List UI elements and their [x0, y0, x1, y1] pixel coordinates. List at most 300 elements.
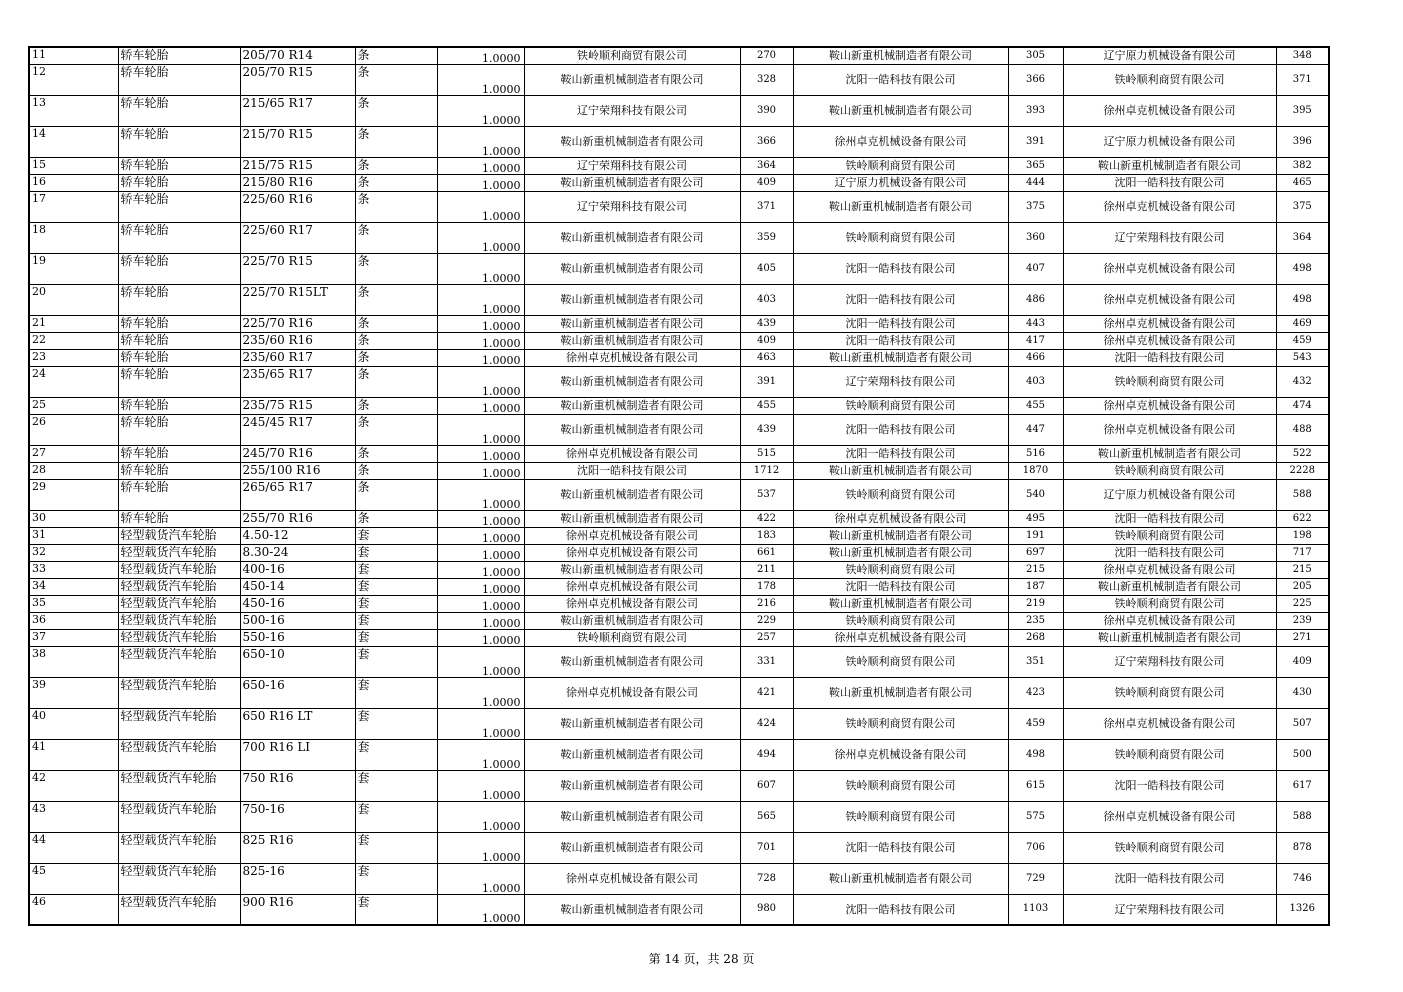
unit-cell: 套	[355, 801, 437, 832]
spec-cell: 235/65 R17	[240, 366, 355, 397]
supplier-3-cell: 沈阳一皓科技有限公司	[1063, 349, 1276, 366]
table-row	[29, 479, 1329, 510]
table-row	[29, 253, 1329, 284]
spec-cell: 750 R16	[240, 770, 355, 801]
table-row	[29, 646, 1329, 677]
spec-cell: 255/100 R16	[240, 462, 355, 479]
price-1-cell: 439	[740, 315, 793, 332]
quantity-cell: 1.0000	[437, 832, 524, 863]
row-number-cell: 15	[29, 157, 118, 174]
supplier-2-cell: 沈阳一皓科技有限公司	[793, 284, 1008, 315]
supplier-3-cell: 徐州卓克机械设备有限公司	[1063, 95, 1276, 126]
supplier-2-cell: 铁岭顺利商贸有限公司	[793, 479, 1008, 510]
spec-cell: 265/65 R17	[240, 479, 355, 510]
price-3-cell: 396	[1276, 126, 1329, 157]
unit-cell: 条	[355, 284, 437, 315]
row-number-cell: 25	[29, 397, 118, 414]
supplier-1-cell: 鞍山新重机械制造者有限公司	[524, 739, 740, 770]
quantity-cell: 1.0000	[437, 863, 524, 894]
price-2-cell: 697	[1008, 544, 1063, 561]
supplier-2-cell: 鞍山新重机械制造者有限公司	[793, 677, 1008, 708]
unit-cell: 条	[355, 222, 437, 253]
supplier-1-cell: 铁岭顺利商贸有限公司	[524, 47, 740, 64]
unit-cell: 套	[355, 527, 437, 544]
price-2-cell: 366	[1008, 64, 1063, 95]
supplier-1-cell: 鞍山新重机械制造者有限公司	[524, 174, 740, 191]
product-name-cell: 轻型载货汽车轮胎	[118, 801, 240, 832]
supplier-3-cell: 铁岭顺利商贸有限公司	[1063, 677, 1276, 708]
price-3-cell: 205	[1276, 578, 1329, 595]
supplier-1-cell: 沈阳一皓科技有限公司	[524, 462, 740, 479]
quantity-cell: 1.0000	[437, 578, 524, 595]
table-row	[29, 222, 1329, 253]
supplier-3-cell: 沈阳一皓科技有限公司	[1063, 863, 1276, 894]
supplier-3-cell: 辽宁荣翔科技有限公司	[1063, 222, 1276, 253]
spec-cell: 215/75 R15	[240, 157, 355, 174]
unit-cell: 套	[355, 863, 437, 894]
price-1-cell: 537	[740, 479, 793, 510]
unit-cell: 条	[355, 397, 437, 414]
quantity-cell: 1.0000	[437, 414, 524, 445]
quantity-cell: 1.0000	[437, 739, 524, 770]
unit-cell: 套	[355, 629, 437, 646]
row-number-cell: 11	[29, 47, 118, 64]
price-2-cell: 215	[1008, 561, 1063, 578]
price-3-cell: 500	[1276, 739, 1329, 770]
supplier-3-cell: 沈阳一皓科技有限公司	[1063, 174, 1276, 191]
supplier-1-cell: 徐州卓克机械设备有限公司	[524, 863, 740, 894]
product-name-cell: 轻型载货汽车轮胎	[118, 544, 240, 561]
price-2-cell: 540	[1008, 479, 1063, 510]
price-2-cell: 351	[1008, 646, 1063, 677]
table-row	[29, 445, 1329, 462]
price-1-cell: 728	[740, 863, 793, 894]
unit-cell: 条	[355, 479, 437, 510]
product-name-cell: 轿车轮胎	[118, 174, 240, 191]
table-row	[29, 770, 1329, 801]
price-3-cell: 1326	[1276, 894, 1329, 925]
price-1-cell: 391	[740, 366, 793, 397]
supplier-2-cell: 沈阳一皓科技有限公司	[793, 253, 1008, 284]
unit-cell: 套	[355, 595, 437, 612]
row-number-cell: 28	[29, 462, 118, 479]
price-1-cell: 216	[740, 595, 793, 612]
unit-cell: 条	[355, 253, 437, 284]
supplier-1-cell: 鞍山新重机械制造者有限公司	[524, 332, 740, 349]
price-3-cell: 2228	[1276, 462, 1329, 479]
price-3-cell: 588	[1276, 801, 1329, 832]
price-2-cell: 459	[1008, 708, 1063, 739]
price-3-cell: 474	[1276, 397, 1329, 414]
supplier-1-cell: 鞍山新重机械制造者有限公司	[524, 397, 740, 414]
unit-cell: 条	[355, 191, 437, 222]
table-row	[29, 284, 1329, 315]
row-number-cell: 37	[29, 629, 118, 646]
product-name-cell: 轿车轮胎	[118, 191, 240, 222]
supplier-1-cell: 鞍山新重机械制造者有限公司	[524, 366, 740, 397]
quantity-cell: 1.0000	[437, 770, 524, 801]
quantity-cell: 1.0000	[437, 366, 524, 397]
row-number-cell: 44	[29, 832, 118, 863]
row-number-cell: 41	[29, 739, 118, 770]
supplier-1-cell: 徐州卓克机械设备有限公司	[524, 544, 740, 561]
product-name-cell: 轻型载货汽车轮胎	[118, 739, 240, 770]
quantity-cell: 1.0000	[437, 462, 524, 479]
price-2-cell: 516	[1008, 445, 1063, 462]
product-name-cell: 轿车轮胎	[118, 315, 240, 332]
row-number-cell: 46	[29, 894, 118, 925]
unit-cell: 套	[355, 832, 437, 863]
supplier-2-cell: 沈阳一皓科技有限公司	[793, 64, 1008, 95]
price-3-cell: 348	[1276, 47, 1329, 64]
product-name-cell: 轻型载货汽车轮胎	[118, 612, 240, 629]
unit-cell: 套	[355, 770, 437, 801]
price-3-cell: 375	[1276, 191, 1329, 222]
price-3-cell: 488	[1276, 414, 1329, 445]
row-number-cell: 42	[29, 770, 118, 801]
table-row	[29, 349, 1329, 366]
price-3-cell: 364	[1276, 222, 1329, 253]
supplier-2-cell: 辽宁荣翔科技有限公司	[793, 366, 1008, 397]
quantity-cell: 1.0000	[437, 612, 524, 629]
spec-cell: 225/70 R16	[240, 315, 355, 332]
supplier-3-cell: 沈阳一皓科技有限公司	[1063, 510, 1276, 527]
price-2-cell: 1103	[1008, 894, 1063, 925]
unit-cell: 条	[355, 462, 437, 479]
table-row	[29, 894, 1329, 925]
quantity-cell: 1.0000	[437, 315, 524, 332]
supplier-3-cell: 徐州卓克机械设备有限公司	[1063, 708, 1276, 739]
supplier-3-cell: 铁岭顺利商贸有限公司	[1063, 595, 1276, 612]
row-number-cell: 31	[29, 527, 118, 544]
quantity-cell: 1.0000	[437, 445, 524, 462]
price-3-cell: 878	[1276, 832, 1329, 863]
table-row	[29, 315, 1329, 332]
supplier-2-cell: 沈阳一皓科技有限公司	[793, 894, 1008, 925]
supplier-1-cell: 鞍山新重机械制造者有限公司	[524, 64, 740, 95]
supplier-1-cell: 徐州卓克机械设备有限公司	[524, 677, 740, 708]
price-2-cell: 403	[1008, 366, 1063, 397]
product-name-cell: 轻型载货汽车轮胎	[118, 894, 240, 925]
unit-cell: 条	[355, 47, 437, 64]
spec-cell: 650-10	[240, 646, 355, 677]
spec-cell: 205/70 R15	[240, 64, 355, 95]
row-number-cell: 23	[29, 349, 118, 366]
spec-cell: 235/75 R15	[240, 397, 355, 414]
price-3-cell: 498	[1276, 253, 1329, 284]
price-2-cell: 486	[1008, 284, 1063, 315]
price-1-cell: 463	[740, 349, 793, 366]
spec-cell: 225/70 R15	[240, 253, 355, 284]
table-row	[29, 677, 1329, 708]
product-name-cell: 轿车轮胎	[118, 510, 240, 527]
supplier-1-cell: 鞍山新重机械制造者有限公司	[524, 479, 740, 510]
price-2-cell: 444	[1008, 174, 1063, 191]
supplier-3-cell: 辽宁荣翔科技有限公司	[1063, 646, 1276, 677]
supplier-2-cell: 徐州卓克机械设备有限公司	[793, 510, 1008, 527]
price-3-cell: 498	[1276, 284, 1329, 315]
price-2-cell: 1870	[1008, 462, 1063, 479]
product-name-cell: 轿车轮胎	[118, 126, 240, 157]
supplier-3-cell: 鞍山新重机械制造者有限公司	[1063, 445, 1276, 462]
price-1-cell: 409	[740, 332, 793, 349]
supplier-2-cell: 沈阳一皓科技有限公司	[793, 315, 1008, 332]
quantity-cell: 1.0000	[437, 677, 524, 708]
price-3-cell: 225	[1276, 595, 1329, 612]
unit-cell: 条	[355, 315, 437, 332]
supplier-1-cell: 鞍山新重机械制造者有限公司	[524, 770, 740, 801]
unit-cell: 条	[355, 510, 437, 527]
price-3-cell: 622	[1276, 510, 1329, 527]
supplier-2-cell: 鞍山新重机械制造者有限公司	[793, 47, 1008, 64]
quantity-cell: 1.0000	[437, 561, 524, 578]
price-1-cell: 403	[740, 284, 793, 315]
quantity-cell: 1.0000	[437, 191, 524, 222]
spec-cell: 255/70 R16	[240, 510, 355, 527]
unit-cell: 套	[355, 894, 437, 925]
table-row	[29, 863, 1329, 894]
price-3-cell: 215	[1276, 561, 1329, 578]
quantity-cell: 1.0000	[437, 510, 524, 527]
product-name-cell: 轿车轮胎	[118, 64, 240, 95]
spec-cell: 650 R16 LT	[240, 708, 355, 739]
supplier-1-cell: 徐州卓克机械设备有限公司	[524, 527, 740, 544]
spec-cell: 825 R16	[240, 832, 355, 863]
price-3-cell: 469	[1276, 315, 1329, 332]
row-number-cell: 21	[29, 315, 118, 332]
supplier-3-cell: 徐州卓克机械设备有限公司	[1063, 191, 1276, 222]
product-name-cell: 轿车轮胎	[118, 253, 240, 284]
price-3-cell: 522	[1276, 445, 1329, 462]
product-name-cell: 轻型载货汽车轮胎	[118, 629, 240, 646]
price-1-cell: 424	[740, 708, 793, 739]
unit-cell: 条	[355, 332, 437, 349]
supplier-1-cell: 铁岭顺利商贸有限公司	[524, 629, 740, 646]
price-2-cell: 360	[1008, 222, 1063, 253]
quantity-cell: 1.0000	[437, 157, 524, 174]
supplier-1-cell: 辽宁荣翔科技有限公司	[524, 95, 740, 126]
price-2-cell: 268	[1008, 629, 1063, 646]
supplier-3-cell: 铁岭顺利商贸有限公司	[1063, 366, 1276, 397]
spec-cell: 400-16	[240, 561, 355, 578]
price-2-cell: 706	[1008, 832, 1063, 863]
price-1-cell: 359	[740, 222, 793, 253]
supplier-2-cell: 铁岭顺利商贸有限公司	[793, 157, 1008, 174]
table-row	[29, 157, 1329, 174]
supplier-3-cell: 铁岭顺利商贸有限公司	[1063, 64, 1276, 95]
table-row	[29, 397, 1329, 414]
price-1-cell: 455	[740, 397, 793, 414]
quantity-cell: 1.0000	[437, 126, 524, 157]
quantity-cell: 1.0000	[437, 349, 524, 366]
price-1-cell: 661	[740, 544, 793, 561]
supplier-3-cell: 辽宁原力机械设备有限公司	[1063, 47, 1276, 64]
price-1-cell: 390	[740, 95, 793, 126]
supplier-2-cell: 鞍山新重机械制造者有限公司	[793, 95, 1008, 126]
supplier-3-cell: 铁岭顺利商贸有限公司	[1063, 832, 1276, 863]
row-number-cell: 16	[29, 174, 118, 191]
product-name-cell: 轿车轮胎	[118, 479, 240, 510]
spec-cell: 8.30-24	[240, 544, 355, 561]
supplier-3-cell: 徐州卓克机械设备有限公司	[1063, 612, 1276, 629]
price-2-cell: 575	[1008, 801, 1063, 832]
supplier-3-cell: 辽宁荣翔科技有限公司	[1063, 894, 1276, 925]
quantity-cell: 1.0000	[437, 253, 524, 284]
price-2-cell: 393	[1008, 95, 1063, 126]
supplier-1-cell: 徐州卓克机械设备有限公司	[524, 445, 740, 462]
table-row	[29, 462, 1329, 479]
product-name-cell: 轻型载货汽车轮胎	[118, 595, 240, 612]
price-1-cell: 178	[740, 578, 793, 595]
supplier-1-cell: 辽宁荣翔科技有限公司	[524, 157, 740, 174]
product-name-cell: 轿车轮胎	[118, 397, 240, 414]
supplier-1-cell: 徐州卓克机械设备有限公司	[524, 349, 740, 366]
spec-cell: 550-16	[240, 629, 355, 646]
row-number-cell: 12	[29, 64, 118, 95]
supplier-1-cell: 鞍山新重机械制造者有限公司	[524, 646, 740, 677]
price-3-cell: 746	[1276, 863, 1329, 894]
table-row	[29, 414, 1329, 445]
supplier-1-cell: 鞍山新重机械制造者有限公司	[524, 561, 740, 578]
price-3-cell: 430	[1276, 677, 1329, 708]
supplier-2-cell: 鞍山新重机械制造者有限公司	[793, 863, 1008, 894]
unit-cell: 条	[355, 157, 437, 174]
supplier-3-cell: 铁岭顺利商贸有限公司	[1063, 527, 1276, 544]
row-number-cell: 36	[29, 612, 118, 629]
product-name-cell: 轿车轮胎	[118, 95, 240, 126]
row-number-cell: 35	[29, 595, 118, 612]
unit-cell: 条	[355, 414, 437, 445]
product-name-cell: 轻型载货汽车轮胎	[118, 578, 240, 595]
product-name-cell: 轿车轮胎	[118, 332, 240, 349]
quantity-cell: 1.0000	[437, 801, 524, 832]
spec-cell: 235/60 R16	[240, 332, 355, 349]
price-2-cell: 423	[1008, 677, 1063, 708]
quantity-cell: 1.0000	[437, 284, 524, 315]
supplier-2-cell: 沈阳一皓科技有限公司	[793, 414, 1008, 445]
row-number-cell: 43	[29, 801, 118, 832]
spec-cell: 215/70 R15	[240, 126, 355, 157]
spec-cell: 700 R16 LI	[240, 739, 355, 770]
price-1-cell: 421	[740, 677, 793, 708]
page-footer: 第 14 页，共 28 页	[648, 952, 755, 966]
unit-cell: 条	[355, 445, 437, 462]
price-1-cell: 1712	[740, 462, 793, 479]
row-number-cell: 34	[29, 578, 118, 595]
price-2-cell: 615	[1008, 770, 1063, 801]
supplier-2-cell: 鞍山新重机械制造者有限公司	[793, 527, 1008, 544]
price-3-cell: 382	[1276, 157, 1329, 174]
unit-cell: 套	[355, 739, 437, 770]
price-1-cell: 701	[740, 832, 793, 863]
product-name-cell: 轻型载货汽车轮胎	[118, 832, 240, 863]
supplier-3-cell: 徐州卓克机械设备有限公司	[1063, 284, 1276, 315]
supplier-1-cell: 徐州卓克机械设备有限公司	[524, 595, 740, 612]
table-row	[29, 612, 1329, 629]
row-number-cell: 24	[29, 366, 118, 397]
supplier-3-cell: 辽宁原力机械设备有限公司	[1063, 479, 1276, 510]
row-number-cell: 26	[29, 414, 118, 445]
table-row	[29, 801, 1329, 832]
spec-cell: 225/60 R16	[240, 191, 355, 222]
price-1-cell: 183	[740, 527, 793, 544]
unit-cell: 条	[355, 349, 437, 366]
product-name-cell: 轻型载货汽车轮胎	[118, 646, 240, 677]
price-1-cell: 607	[740, 770, 793, 801]
quantity-cell: 1.0000	[437, 95, 524, 126]
row-number-cell: 30	[29, 510, 118, 527]
unit-cell: 条	[355, 126, 437, 157]
supplier-2-cell: 徐州卓克机械设备有限公司	[793, 739, 1008, 770]
spec-cell: 650-16	[240, 677, 355, 708]
unit-cell: 套	[355, 677, 437, 708]
supplier-2-cell: 铁岭顺利商贸有限公司	[793, 770, 1008, 801]
spec-cell: 205/70 R14	[240, 47, 355, 64]
row-number-cell: 17	[29, 191, 118, 222]
spec-cell: 235/60 R17	[240, 349, 355, 366]
product-name-cell: 轿车轮胎	[118, 47, 240, 64]
spec-cell: 4.50-12	[240, 527, 355, 544]
table-row	[29, 47, 1329, 64]
table-row	[29, 126, 1329, 157]
supplier-2-cell: 铁岭顺利商贸有限公司	[793, 646, 1008, 677]
supplier-2-cell: 鞍山新重机械制造者有限公司	[793, 191, 1008, 222]
product-name-cell: 轻型载货汽车轮胎	[118, 677, 240, 708]
supplier-3-cell: 沈阳一皓科技有限公司	[1063, 770, 1276, 801]
price-2-cell: 219	[1008, 595, 1063, 612]
supplier-3-cell: 鞍山新重机械制造者有限公司	[1063, 578, 1276, 595]
row-number-cell: 13	[29, 95, 118, 126]
supplier-2-cell: 沈阳一皓科技有限公司	[793, 445, 1008, 462]
supplier-2-cell: 鞍山新重机械制造者有限公司	[793, 462, 1008, 479]
row-number-cell: 18	[29, 222, 118, 253]
unit-cell: 套	[355, 578, 437, 595]
row-number-cell: 32	[29, 544, 118, 561]
supplier-3-cell: 鞍山新重机械制造者有限公司	[1063, 157, 1276, 174]
row-number-cell: 39	[29, 677, 118, 708]
supplier-1-cell: 鞍山新重机械制造者有限公司	[524, 315, 740, 332]
price-2-cell: 191	[1008, 527, 1063, 544]
price-2-cell: 235	[1008, 612, 1063, 629]
spec-cell: 225/70 R15LT	[240, 284, 355, 315]
price-3-cell: 409	[1276, 646, 1329, 677]
table-row	[29, 561, 1329, 578]
supplier-2-cell: 铁岭顺利商贸有限公司	[793, 612, 1008, 629]
table-row	[29, 191, 1329, 222]
supplier-2-cell: 鞍山新重机械制造者有限公司	[793, 349, 1008, 366]
supplier-1-cell: 鞍山新重机械制造者有限公司	[524, 284, 740, 315]
supplier-3-cell: 徐州卓克机械设备有限公司	[1063, 397, 1276, 414]
price-3-cell: 395	[1276, 95, 1329, 126]
product-name-cell: 轿车轮胎	[118, 366, 240, 397]
table-row	[29, 578, 1329, 595]
price-1-cell: 494	[740, 739, 793, 770]
supplier-2-cell: 辽宁原力机械设备有限公司	[793, 174, 1008, 191]
quantity-cell: 1.0000	[437, 479, 524, 510]
table-row	[29, 544, 1329, 561]
supplier-2-cell: 沈阳一皓科技有限公司	[793, 832, 1008, 863]
price-2-cell: 495	[1008, 510, 1063, 527]
product-name-cell: 轻型载货汽车轮胎	[118, 770, 240, 801]
unit-cell: 套	[355, 561, 437, 578]
quantity-cell: 1.0000	[437, 47, 524, 64]
supplier-1-cell: 鞍山新重机械制造者有限公司	[524, 414, 740, 445]
table-row	[29, 95, 1329, 126]
quantity-cell: 1.0000	[437, 595, 524, 612]
price-2-cell: 187	[1008, 578, 1063, 595]
price-3-cell: 543	[1276, 349, 1329, 366]
price-1-cell: 331	[740, 646, 793, 677]
